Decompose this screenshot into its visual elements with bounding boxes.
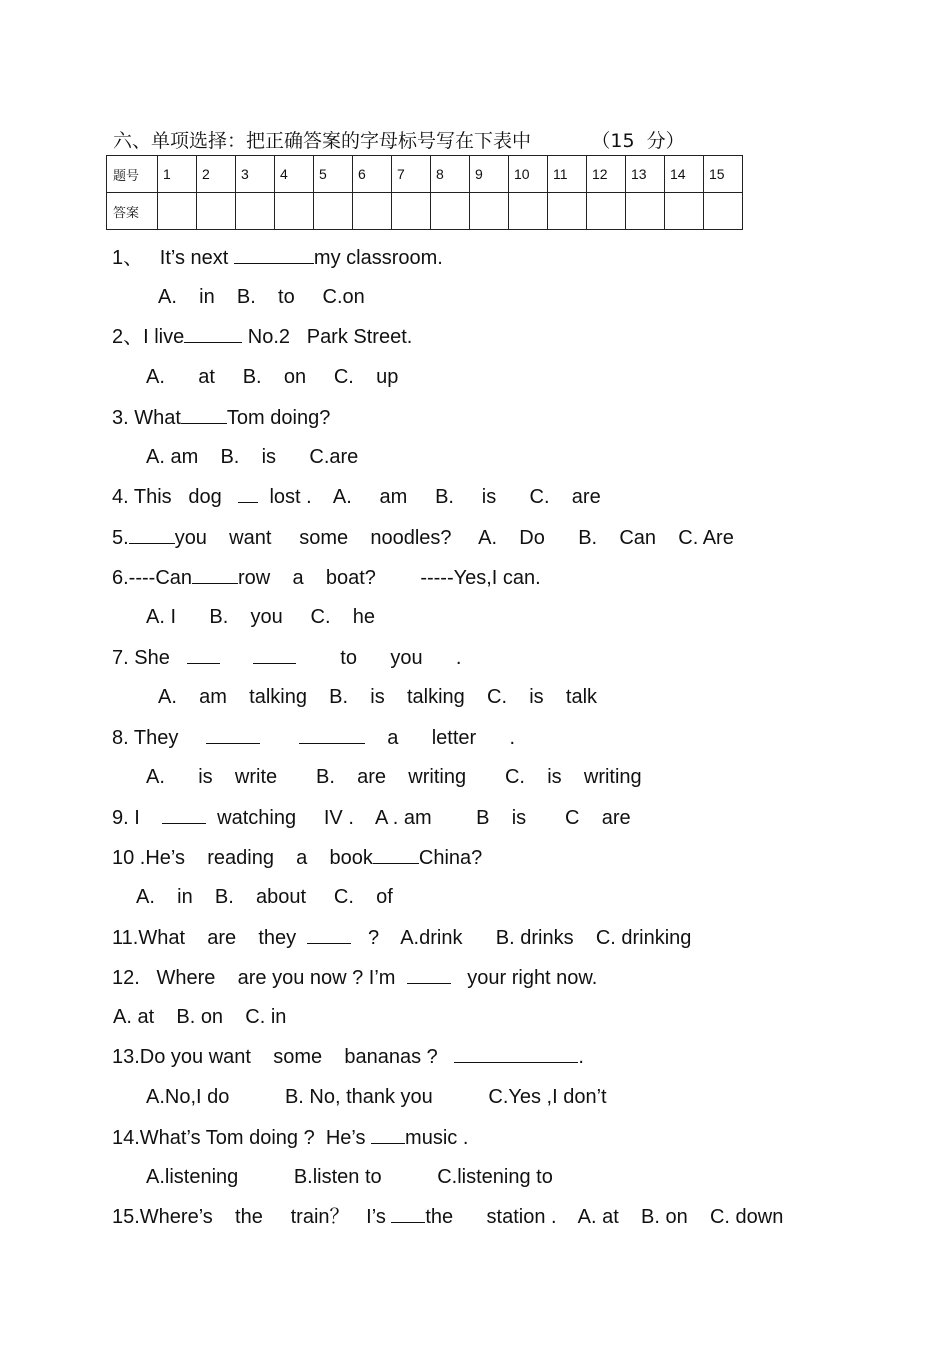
answer-blank[interactable] bbox=[184, 324, 242, 343]
question-text: 15.Where’s the train？ I’s bbox=[112, 1206, 392, 1228]
question-5 bbox=[112, 525, 734, 550]
question-text: 14.What’s Tom doing ? He’s bbox=[112, 1127, 372, 1149]
question-text: 10 .He’s reading a book bbox=[112, 847, 373, 869]
question-number-cell: 10 bbox=[509, 156, 548, 193]
question-10 bbox=[112, 845, 482, 870]
answer-cell[interactable] bbox=[587, 193, 626, 230]
question-text: the station . A. at B. on C. down bbox=[425, 1206, 784, 1228]
answer-blank[interactable] bbox=[206, 725, 260, 744]
question-2 bbox=[112, 324, 412, 349]
question-6-options: A. I B. you C. he bbox=[146, 606, 375, 628]
question-number-cell: 7 bbox=[392, 156, 431, 193]
answer-blank[interactable] bbox=[162, 805, 206, 824]
question-number-cell: 3 bbox=[236, 156, 275, 193]
question-14 bbox=[112, 1125, 468, 1150]
question-text: Tom doing? bbox=[226, 407, 331, 429]
answer-cell[interactable] bbox=[314, 193, 353, 230]
question-number-cell: 15 bbox=[704, 156, 743, 193]
question-11 bbox=[112, 925, 691, 950]
answer-blank[interactable] bbox=[307, 925, 351, 944]
answer-blank[interactable] bbox=[373, 845, 419, 864]
question-text: ? A.drink B. drinks C. drinking bbox=[351, 927, 692, 949]
answer-blank[interactable] bbox=[299, 725, 365, 744]
question-6 bbox=[112, 565, 541, 590]
answer-blank[interactable] bbox=[253, 645, 296, 664]
question-text: 13.Do you want some bananas ? bbox=[112, 1046, 455, 1068]
question-14-options: A.listening B.listen to C.listening to bbox=[146, 1166, 553, 1188]
question-number-cell: 13 bbox=[626, 156, 665, 193]
answer-cell[interactable] bbox=[704, 193, 743, 230]
question-7 bbox=[112, 645, 461, 670]
question-3 bbox=[112, 405, 330, 430]
answer-cell[interactable] bbox=[236, 193, 275, 230]
question-number-cell: 12 bbox=[587, 156, 626, 193]
question-text: 7. She bbox=[112, 647, 187, 669]
answer-cell[interactable] bbox=[353, 193, 392, 230]
question-13 bbox=[112, 1044, 584, 1069]
answer-cell[interactable] bbox=[509, 193, 548, 230]
question-text: 4. This dog bbox=[112, 486, 239, 508]
question-text: No.2 Park Street. bbox=[242, 326, 413, 348]
question-13-options: A.No,I do B. No, thank you C.Yes ,I don’t bbox=[146, 1086, 607, 1108]
answer-cell[interactable] bbox=[275, 193, 314, 230]
question-text: 2、I live bbox=[112, 326, 185, 348]
question-number-cell: 5 bbox=[314, 156, 353, 193]
question-text: 6.----Can bbox=[112, 567, 193, 589]
answer-blank[interactable] bbox=[238, 484, 258, 503]
question-text: your right now. bbox=[450, 967, 598, 989]
answer-cell[interactable] bbox=[665, 193, 704, 230]
answer-cell[interactable] bbox=[626, 193, 665, 230]
question-7-options: A. am talking B. is talking C. is talk bbox=[158, 686, 598, 708]
section-heading: 六、单项选择：把正确答案的字母标号写在下表中 （15 分） bbox=[113, 130, 685, 152]
answer-blank[interactable] bbox=[192, 565, 238, 584]
question-text: music . bbox=[405, 1127, 469, 1149]
question-text: 8. They bbox=[112, 727, 207, 749]
question-text: you want some noodles? A. Do B. Can C. Are bbox=[174, 527, 734, 549]
question-9 bbox=[112, 805, 631, 830]
question-15 bbox=[112, 1204, 783, 1229]
question-number-label: 题号 bbox=[107, 156, 158, 193]
question-number-row bbox=[107, 156, 743, 193]
question-text: lost . A. am B. is C. are bbox=[258, 486, 601, 508]
answer-cell[interactable] bbox=[158, 193, 197, 230]
question-text: to you . bbox=[295, 647, 462, 669]
question-text: my classroom. bbox=[313, 247, 443, 269]
question-text: 3. What bbox=[112, 407, 181, 429]
question-text: watching IV . A . am B is C are bbox=[206, 807, 631, 829]
question-text: row a boat? -----Yes,I can. bbox=[238, 567, 541, 589]
answer-blank[interactable] bbox=[454, 1044, 578, 1063]
answer-blank[interactable] bbox=[181, 405, 227, 424]
answer-cell[interactable] bbox=[470, 193, 509, 230]
question-12 bbox=[112, 965, 597, 990]
answer-row bbox=[107, 193, 743, 230]
answer-cell[interactable] bbox=[548, 193, 587, 230]
answer-blank[interactable] bbox=[391, 1204, 425, 1223]
question-text: 11.What are they bbox=[112, 927, 308, 949]
answer-blank[interactable] bbox=[407, 965, 451, 984]
question-number-cell: 11 bbox=[548, 156, 587, 193]
question-3-options: A. am B. is C.are bbox=[146, 446, 359, 468]
question-text: a letter . bbox=[365, 727, 516, 749]
answer-label: 答案 bbox=[107, 193, 158, 230]
question-number-cell: 4 bbox=[275, 156, 314, 193]
question-text: 9. I bbox=[112, 807, 163, 829]
question-text: . bbox=[578, 1046, 584, 1068]
question-8 bbox=[112, 725, 515, 750]
answer-blank[interactable] bbox=[234, 245, 314, 264]
question-text: China? bbox=[418, 847, 483, 869]
answer-cell[interactable] bbox=[197, 193, 236, 230]
answer-blank[interactable] bbox=[129, 525, 175, 544]
answer-blank[interactable] bbox=[371, 1125, 405, 1144]
question-text: 12. Where are you now ? I’m bbox=[112, 967, 407, 989]
question-10-options: A. in B. about C. of bbox=[136, 886, 393, 908]
question-number-cell: 8 bbox=[431, 156, 470, 193]
answer-cell[interactable] bbox=[392, 193, 431, 230]
answer-blank[interactable] bbox=[187, 645, 220, 664]
question-number-cell: 2 bbox=[197, 156, 236, 193]
question-1-options: A. in B. to C.on bbox=[158, 286, 365, 308]
question-8-options: A. is write B. are writing C. is writing bbox=[146, 766, 642, 788]
question-2-options: A. at B. on C. up bbox=[146, 366, 399, 388]
question-number-cell: 9 bbox=[470, 156, 509, 193]
question-1 bbox=[112, 245, 443, 270]
question-number-cell: 14 bbox=[665, 156, 704, 193]
answer-table bbox=[106, 155, 743, 230]
question-12-options: A. at B. on C. in bbox=[113, 1006, 287, 1028]
question-number-cell: 1 bbox=[158, 156, 197, 193]
question-text: 5. bbox=[112, 527, 129, 549]
question-4 bbox=[112, 484, 601, 509]
question-text: 1、 It’s next bbox=[112, 247, 229, 269]
answer-cell[interactable] bbox=[431, 193, 470, 230]
question-number-cell: 6 bbox=[353, 156, 392, 193]
